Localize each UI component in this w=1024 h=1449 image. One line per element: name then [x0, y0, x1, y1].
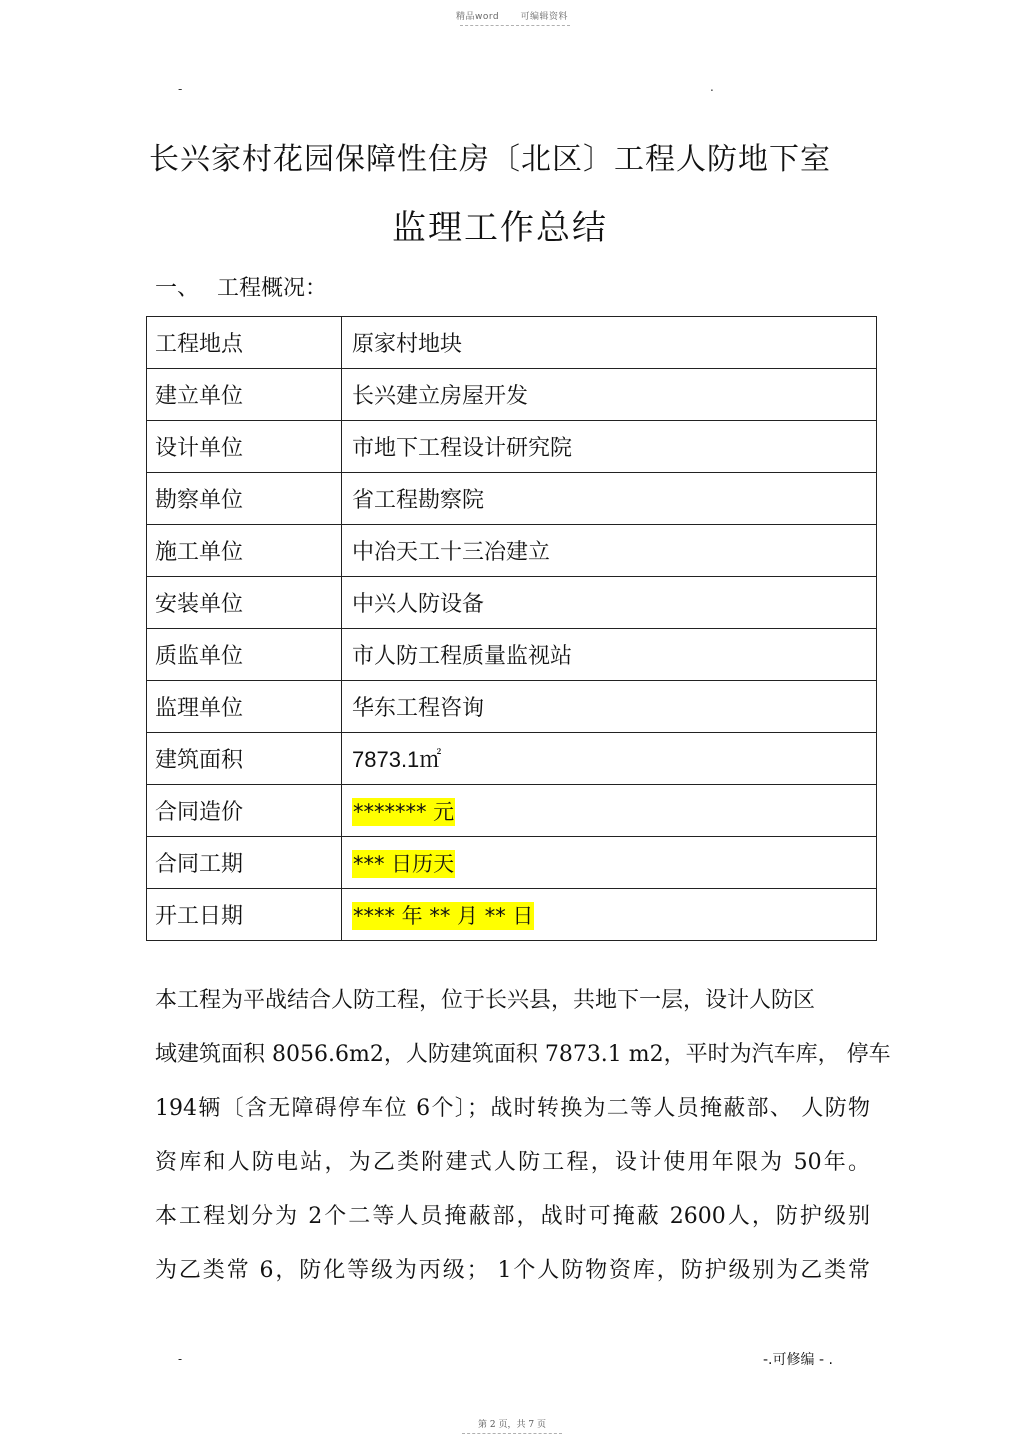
table-cell-label: 勘察单位 — [147, 473, 342, 525]
table-cell-value — [342, 733, 877, 785]
table-cell-value-text: **** 年 ** 月 ** 日 — [353, 903, 534, 928]
table-cell-value — [342, 525, 877, 577]
table-row — [147, 473, 877, 525]
page-header — [0, 9, 1024, 22]
project-description — [155, 974, 891, 1298]
table-row — [147, 317, 877, 369]
bottom-right-mark: -.可修编 - . — [763, 1352, 833, 1368]
table-row — [147, 837, 877, 889]
table-cell-label: 施工单位 — [147, 525, 342, 577]
table-cell-value — [342, 369, 877, 421]
document-title-line1: 长兴家村花园保障性住房〔北区〕工程人防地下室 — [149, 142, 831, 177]
table-row — [147, 733, 877, 785]
table-cell-value — [342, 889, 877, 941]
table-cell-value — [342, 629, 877, 681]
table-cell-label: 监理单位 — [147, 681, 342, 733]
section-heading-text: 工程概况： — [217, 276, 328, 301]
paragraph-line: 本工程划分为 2个二等人员掩蔽部，战时可掩蔽 2600人，防护级别 — [155, 1204, 870, 1229]
table-cell-label: 合同造价 — [147, 785, 342, 837]
paragraph-line: 域建筑面积 8056.6m2，人防建筑面积 7873.1 m2，平时为汽车库， 停车 — [155, 1042, 891, 1067]
table-row — [147, 629, 877, 681]
header-dash-line — [460, 25, 570, 26]
table-cell-value — [342, 837, 877, 889]
table-cell-value-text: 中兴人防设备 — [352, 592, 485, 617]
table-cell-value — [342, 317, 877, 369]
top-right-mark: . — [710, 80, 714, 94]
project-overview-table — [146, 316, 877, 941]
table-body — [147, 317, 877, 941]
bottom-left-mark: - — [178, 1352, 183, 1366]
table-cell-value — [342, 577, 877, 629]
table-cell-value-text: 省工程勘察院 — [352, 488, 485, 513]
footer-dash-line — [462, 1433, 562, 1434]
document-title-line2: 监理工作总结 — [392, 208, 608, 248]
table-cell-value-text: *** 日历天 — [353, 851, 455, 876]
paragraph-line: 本工程为平战结合人防工程，位于长兴县，共地下一层，设计人防区 — [155, 988, 816, 1013]
table-row — [147, 421, 877, 473]
table-cell-value-text: 原家村地块 — [352, 332, 463, 357]
table-cell-value-text: 市人防工程质量监视站 — [352, 644, 573, 669]
table-row — [147, 889, 877, 941]
table-cell-label: 建筑面积 — [147, 733, 342, 785]
table-row — [147, 525, 877, 577]
table-cell-label: 开工日期 — [147, 889, 342, 941]
header-right-text: 可编辑资料 — [520, 12, 568, 22]
section-heading — [155, 271, 327, 302]
table-cell-label: 合同工期 — [147, 837, 342, 889]
table-cell-label: 建立单位 — [147, 369, 342, 421]
section-number: 一、 — [155, 276, 200, 301]
table-cell-value-text: ******* 元 — [353, 799, 455, 824]
header-left-text: 精品word — [455, 12, 500, 22]
table-cell-label: 安装单位 — [147, 577, 342, 629]
table-cell-value — [342, 473, 877, 525]
table-row — [147, 681, 877, 733]
table-cell-value — [342, 421, 877, 473]
paragraph-line: 194辆〔含无障碍停车位 6个〕；战时转换为二等人员掩蔽部、 人防物 — [155, 1096, 870, 1121]
top-left-mark: - — [178, 82, 183, 96]
paragraph-line: 资库和人防电站，为乙类附建式人防工程，设计使用年限为 50年。 — [155, 1150, 870, 1175]
table-cell-value-text: 长兴建立房屋开发 — [352, 384, 529, 409]
table-cell-label: 工程地点 — [147, 317, 342, 369]
paragraph-line: 为乙类常 6，防化等级为丙级； 1个人防物资库，防护级别为乙类常 — [155, 1258, 870, 1283]
table-cell-value — [342, 681, 877, 733]
table-row — [147, 785, 877, 837]
table-row — [147, 369, 877, 421]
table-cell-value-text: 中冶天工十三冶建立 — [352, 540, 551, 565]
table-cell-label: 质监单位 — [147, 629, 342, 681]
table-cell-value — [342, 785, 877, 837]
table-row — [147, 577, 877, 629]
table-cell-value-text: 7873.1㎡ — [352, 747, 442, 772]
table-cell-value-text: 华东工程咨询 — [352, 696, 485, 721]
table-cell-label: 设计单位 — [147, 421, 342, 473]
table-cell-value-text: 市地下工程设计研究院 — [352, 436, 573, 461]
page-number-footer: 第 2 页，共 7 页 — [478, 1420, 546, 1430]
